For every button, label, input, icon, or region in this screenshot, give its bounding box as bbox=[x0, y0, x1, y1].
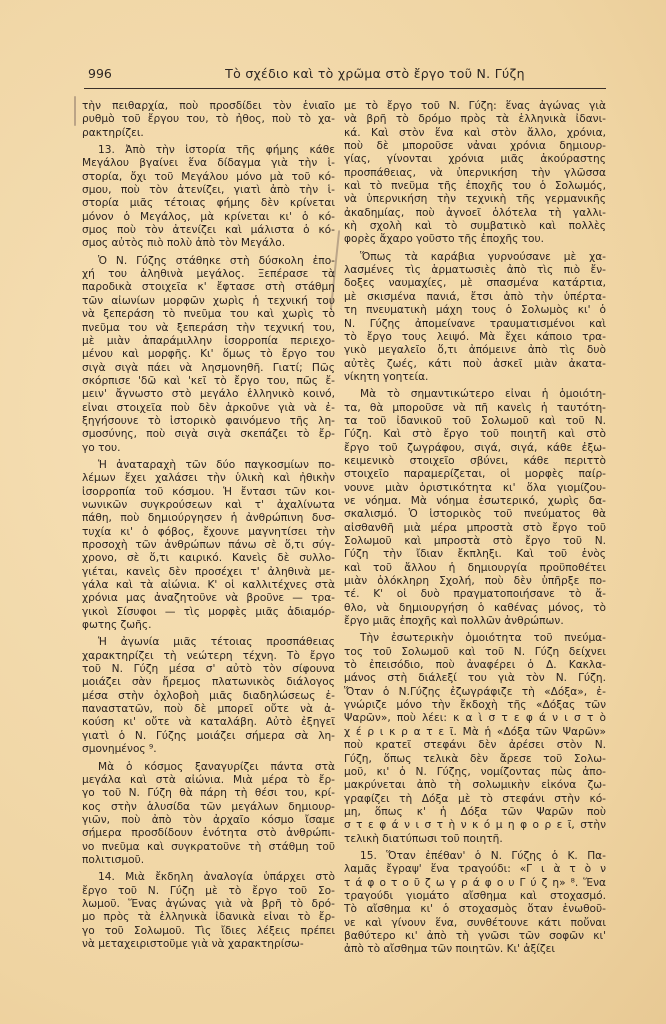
text-line: νωνικῶν συγκρούσεων καὶ τ' ἀχαλίνωτα bbox=[82, 498, 335, 511]
text-line: τοῦ Ν. Γύζη μέσα σ' αὐτὸ τὸν σίφουνα bbox=[82, 663, 335, 676]
text-line: Γύζη. Καὶ στὸ ἔργο τοῦ ποιητῆ καὶ στὸ bbox=[344, 428, 606, 441]
text-line: γάλα καὶ τὰ αἰώνια. Κ' οἱ καλλιτέχνες στὰ bbox=[82, 579, 335, 592]
paragraph bbox=[344, 850, 606, 957]
text-line: νε καὶ γίνουν ἕνα, συνθέτουνε κάτι ποὔναι bbox=[344, 916, 606, 929]
text-line: Γύζη τὴν ἴδιαν ἔκπληξι. Καὶ τοῦ ἑνὸς bbox=[344, 548, 606, 561]
text-line: νὰ βρῆ τὸ δρόμο πρὸς τὰ ἑλληνικὰ ἰδανι- bbox=[344, 113, 606, 126]
text-line: Ἡ ἀναταραχὴ τῶν δύο παγκοσμίων πο- bbox=[98, 458, 335, 471]
text-line: με τὸ ἔργο τοῦ Ν. Γύζη: ἕνας ἀγώνας γιὰ bbox=[344, 100, 606, 112]
text-line: σκαλισμό. Ὁ ἱστορικὸς τοῦ πνεύματος θὰ bbox=[344, 508, 606, 521]
text-line: γο τοῦ Ν. Γύζη θὰ πάρη τὴ θέσι του, κρί- bbox=[82, 787, 335, 800]
text-line: φορὲς ἄχαρο γοῦστο τῆς ἐποχῆς του. bbox=[344, 233, 545, 246]
text-line: ἔργο τοῦ ζωγράφου, σιγά, σιγά, κάθε ἐξω- bbox=[344, 441, 606, 454]
text-line: 14. Μιὰ ἔκδηλη ἀναλογία ὑπάρχει στὸ bbox=[98, 871, 335, 884]
text-line: ἔργο τοῦ Ν. Γύζη μὲ τὸ ἔργο τοῦ Σο- bbox=[82, 884, 335, 897]
text-line: θλο, νὰ δημιουργήση ὁ καθένας μόνος, τὸ bbox=[344, 601, 606, 614]
text-line: κὴ σχολὴ καὶ τὸ συμβατικὸ καὶ πολλὲς bbox=[344, 220, 606, 233]
text-line: ρυθμὸ τοῦ ἔργου του, τὸ ἦθος, ποὺ τὸ χα- bbox=[82, 113, 335, 126]
text-line: νίκητη γοητεία. bbox=[344, 370, 429, 383]
paragraph bbox=[82, 761, 335, 868]
text-line: δοξες ναυμαχίες, μὲ σπασμένα κατάρτια, bbox=[344, 277, 606, 290]
text-line: γιατὶ ὁ Ν. Γύζης μοιάζει σήμερα σὰ λη- bbox=[82, 729, 335, 742]
text-line: τα, θὰ μποροῦσε νὰ πῆ κανεὶς ἡ ταυτότη- bbox=[344, 401, 606, 414]
text-line: χρονο, σὲ ὅ,τι καιρικό. Κανεὶς δὲ συλλο- bbox=[82, 552, 335, 565]
text-line: Ν. Γύζης ἀπομείνανε τραυματισμένοι καὶ bbox=[344, 317, 606, 330]
text-line: νὰ ξεπεράση τὸ πνεῦμα του καὶ χωρὶς τὸ bbox=[82, 308, 335, 321]
text-line: γικοὶ Σίσυφοι — τὶς μορφὲς μιᾶς ἀδιαμόρ- bbox=[82, 605, 335, 618]
text-line: ἔργο μιᾶς ἐποχῆς καὶ πολλῶν ἀνθρώπων. bbox=[344, 615, 564, 628]
text-line: λασμένες τὶς ἁρματωσιὲς ἀπὸ τὶς πιὸ ἔν- bbox=[344, 264, 606, 277]
text-line: καὶ τὸ πνεῦμα τῆς ἐποχῆς του ὁ Σολωμός, bbox=[344, 180, 606, 193]
text-line: πάθη, ποὺ δημιούργησεν ἡ ἀνθρώπινη δυσ- bbox=[82, 512, 335, 525]
pencil-margin-mark bbox=[74, 96, 76, 126]
text-line: τελικὴ διατύπωσι τοῦ ποιητῆ. bbox=[344, 832, 503, 845]
text-line: μοῦ, κι' ὁ Ν. Γύζης, νομίζοντας πὼς ἀπο- bbox=[344, 765, 606, 778]
text-line: γο του. bbox=[82, 441, 121, 454]
text-line: πολιτισμοῦ. bbox=[82, 853, 145, 866]
text-line: σήμερα προσδίδουν ἑνότητα στὸ ἀνθρώπι- bbox=[82, 827, 335, 840]
text-line: νουνε μιὰν ὁριστικότητα κι' ὅλα γιομίζου- bbox=[344, 481, 606, 494]
left-text-column bbox=[82, 100, 335, 955]
text-line: κούση κι' οὔτε νὰ καταλάβη. Αὐτὸ ἐξηγεῖ bbox=[82, 716, 335, 729]
text-line: τῶν αἰωνίων μορφῶν χωρὶς ἡ τεχνική του bbox=[82, 294, 335, 307]
text-line: παροδικὰ στοιχεῖα κ' ἔφτασε στὴ στάθμη bbox=[82, 281, 335, 294]
text-line: τραγούδι γιομάτο αἴσθημα καὶ στοχασμό. bbox=[344, 889, 606, 902]
text-line: σμος αὐτὸς πιὸ πολὺ ἀπὸ τὸν Μεγάλο. bbox=[82, 237, 286, 250]
text-line: σμονημένος ⁹. bbox=[82, 743, 157, 756]
text-line: Ἡ ἀγωνία μιᾶς τέτοιας προσπάθειας bbox=[98, 636, 335, 649]
text-line: Ὅταν ὁ Ν.Γύζης ἐζωγράφιζε τὴ «Δόξα», ἐ- bbox=[344, 685, 606, 698]
text-line: σμος ποὺ τὸν ἀτενίζει καὶ μάλιστα ὁ κό- bbox=[82, 224, 335, 237]
paragraph bbox=[82, 871, 335, 951]
text-line: στοιχεῖο παραμερίζεται, οἱ μορφὲς παίρ- bbox=[344, 468, 606, 481]
paragraph bbox=[82, 636, 335, 756]
text-line: λωμοῦ. Ἕνας ἀγώνας γιὰ νὰ βρῆ τὸ δρό- bbox=[82, 897, 335, 910]
running-title: Τὸ σχέδιο καὶ τὸ χρῶμα στὸ ἔργο τοῦ Ν. Γύζη bbox=[225, 66, 525, 81]
text-line: Σολωμοῦ καὶ μπροστὰ στὸ ἔργο τοῦ Ν. bbox=[344, 535, 606, 547]
text-line: καὶ τοῦ ἄλλου ἡ δημιουργία προϋποθέτει bbox=[344, 561, 606, 574]
text-line: ἰσορροπία τοῦ κόσμου. Ἡ ἔντασι τῶν κοι- bbox=[82, 485, 335, 498]
paragraph bbox=[344, 251, 606, 384]
text-line: νε νόημα. Μὰ νόημα ἐσωτερικό, χωρὶς δα- bbox=[344, 494, 606, 507]
text-line: λέμων ἔχει χαλάσει τὴν ὑλικὴ καὶ ἠθικὴν bbox=[82, 472, 335, 485]
text-line: Τὴν ἐσωτερικὴν ὁμοιότητα τοῦ πνεύμα- bbox=[360, 632, 606, 645]
text-line: τὸ ἔργο τους λειψό. Μὰ ἔχει κάποιο τρα- bbox=[344, 330, 606, 343]
text-line: ποὺ δὲ μποροῦσε νἆναι χρόνια δημιουρ- bbox=[344, 140, 606, 153]
text-line: εἶναι στοιχεῖα ποὺ δὲν ἀρκοῦνε γιὰ νὰ ἐ- bbox=[82, 401, 335, 414]
paragraph bbox=[82, 144, 335, 251]
text-line: μοιάζει σὰν ἤρεμος πλατωνικὸς διάλογος bbox=[82, 676, 335, 689]
right-text-column bbox=[344, 100, 606, 961]
text-line: ἀκαδημίας, ποὺ ἀγνοεῖ ὁλότελα τὴ γαλλι- bbox=[344, 206, 606, 219]
text-line: τη πνευματικὴ μάχη τους ὁ Σολωμὸς κι' ὁ bbox=[344, 304, 606, 317]
text-line: τ ά φ ο τ ο ῦ ζ ω γ ρ ά φ ο υ Γ ύ ζ η» ⁸. Ἕνα bbox=[344, 876, 606, 889]
text-line: μο πρὸς τὰ ἑλληνικὰ ἰδανικὰ εἶναι τὸ ἔρ- bbox=[82, 911, 335, 924]
text-line: παναστατῶν, ποὺ δὲ μπορεῖ οὔτε νὰ ἀ- bbox=[82, 703, 335, 716]
text-line: 13. Ἀπὸ τὴν ἱστορία τῆς φήμης κάθε bbox=[98, 144, 335, 157]
text-line: μακρύνεται ἀπὸ τὴ σολωμικὴν εἰκόνα ζω- bbox=[344, 779, 606, 792]
text-line: μειν' ἄγνωστο στὸ μεγάλο ἑλληνικὸ κοινό, bbox=[82, 388, 335, 401]
text-line: γραφίζει τὴ Δόξα μὲ τὸ στεφάνι στὴν κό- bbox=[344, 792, 606, 805]
text-line: σμοσύνης, ποὺ σιγὰ σιγὰ σκεπάζει τὸ ἔρ- bbox=[82, 428, 335, 441]
text-line: σμου, ποὺ τὸν ἀτενίζει, γιατὶ ἀπὸ τὴν ἱ- bbox=[82, 184, 335, 197]
text-line: μάνος στὴ διάλεξί του γιὰ τὸν Ν. Γύζη. bbox=[344, 672, 606, 685]
text-line: Μὰ ὁ κόσμος ξαναγυρίζει πάντα στὰ bbox=[98, 760, 335, 773]
text-line: ἀπὸ τὸ αἴσθημα τῶν ποιητῶν. Κι' ἀξίζει bbox=[344, 943, 555, 956]
text-line: ποὺ κρατεῖ στεφάνι δὲν ἀρέσει στὸν Ν. bbox=[344, 739, 606, 752]
text-line: χρόνια μας ἀναζητοῦνε νὰ βροῦνε — τρα- bbox=[82, 592, 335, 605]
text-line: μένου καὶ μορφῆς. Κι' ὅμως τὸ ἔργο του bbox=[82, 348, 335, 361]
text-line: νὰ ὑπερνικήση τὴν τεχνικὴ τῆς γερμανικῆς bbox=[344, 193, 606, 206]
page-header bbox=[84, 66, 606, 86]
text-line: χή του ἀληθινὰ μεγάλος. Ξεπέρασε τὰ bbox=[82, 268, 335, 281]
text-line: γιῶν, ποὺ ἀπὸ τὸν ἀρχαῖο κόσμο ἴσαμε bbox=[82, 813, 335, 826]
text-line: κά. Καὶ στὸν ἕνα καὶ στὸν ἄλλο, χρόνια, bbox=[344, 126, 606, 139]
text-line: φωτης ζωῆς. bbox=[82, 619, 152, 632]
text-line: βαθύτερο κι' ἀπὸ τὴ γνῶσι τῶν σοφῶν κι' bbox=[344, 929, 606, 942]
text-line: Ψαρῶν», ποὺ λέει: κ α ὶ σ τ ε φ ά ν ι σ τ ὸ bbox=[344, 712, 606, 725]
text-line: τέ. Κ' οἱ δυὸ πραγματοποιήσανε τὸ ἄ- bbox=[344, 588, 606, 601]
text-line: μη, ὅπως κ' ἡ Δόξα τῶν Ψαρῶν ποὺ bbox=[344, 805, 606, 818]
text-line: ρακτηρίζει. bbox=[82, 126, 144, 139]
paragraph bbox=[82, 100, 335, 140]
text-line: 15. Ὅταν ἐπέθαν' ὁ Ν. Γύζης ὁ Κ. Πα- bbox=[360, 849, 606, 862]
text-line: προσπάθειας, νὰ ὑπερνικήση τὴν γλῶσσα bbox=[344, 166, 606, 179]
text-line: τὴν πειθαρχία, ποὺ προσδίδει τὸν ἑνιαῖο bbox=[82, 100, 335, 112]
text-line: στορία μιᾶς τέτοιας φήμης δὲν κρίνεται bbox=[82, 197, 335, 210]
text-line: Γύζη, ὅπως τελικὰ δὲν ἄρεσε τοῦ Σολω- bbox=[344, 752, 606, 765]
text-line: σκόρπισε 'δῶ καὶ 'κεῖ τὸ ἔργο του, πῶς ἔ- bbox=[82, 374, 335, 387]
header-rule bbox=[84, 88, 606, 89]
text-line: πνεῦμα του νὰ ξεπεράση τὴν τεχνική του, bbox=[82, 321, 335, 334]
text-line: μόνον ὁ Μεγάλος, μὰ κρίνεται κι' ὁ κό- bbox=[82, 210, 335, 223]
text-line: μὲ σκισμένα πανιά, ἔτσι ἀπὸ τὴν ὑπέρτα- bbox=[344, 290, 606, 303]
text-line: γίας, γίνονται χρόνια μιᾶς ἀκούραστης bbox=[344, 153, 606, 166]
text-line: αὐτὲς ζωές, κάτι ποὺ ἀσκεῖ μιὰν ἀκατα- bbox=[344, 357, 606, 370]
text-line: Τὸ αἴσθημα κι' ὁ στοχασμὸς ὅταν ἑνωθοῦ- bbox=[344, 903, 606, 916]
text-line: τα τοῦ ἰδανικοῦ τοῦ Σολωμοῦ καὶ τοῦ Ν. bbox=[344, 414, 606, 427]
text-line: μεγάλα καὶ στὰ αἰώνια. Μιὰ μέρα τὸ ἔρ- bbox=[82, 773, 335, 786]
text-line: τυχία κι' ὁ φόβος, ἔχουνε μαγνητίσει τὴν bbox=[82, 525, 335, 538]
text-line: μιὰν ὁλόκληρη Σχολή, ποὺ δὲν ὑπῆρξε πο- bbox=[344, 575, 606, 588]
paragraph bbox=[344, 388, 606, 628]
text-line: νο πνεῦμα καὶ συγκρατοῦνε τὴ στάθμη τοῦ bbox=[82, 840, 335, 853]
text-line: γιέται, κανεὶς δὲν προσέχει τ' ἀληθινὰ με- bbox=[82, 565, 335, 578]
paragraph bbox=[344, 632, 606, 846]
text-line: ξηγήσουνε τὸ ἱστορικὸ φαινόμενο τῆς λη- bbox=[82, 414, 335, 427]
text-line: κος στὴν ἁλυσίδα τῶν μεγάλων δημιουρ- bbox=[82, 800, 335, 813]
text-line: χαρακτηρίζει τὴ νεώτερη τέχνη. Τὸ ἔργο bbox=[82, 649, 335, 662]
text-line: γικὸ μεγαλεῖο ὅ,τι ἀπόμεινε ἀπὸ τὶς δυὸ bbox=[344, 344, 606, 357]
text-line: τὸ ἐπεισόδιο, ποὺ ἀναφέρει ὁ Δ. Κακλα- bbox=[344, 659, 606, 672]
text-line: Μὰ τὸ σημαντικώτερο εἶναι ἡ ὁμοιότη- bbox=[360, 388, 606, 401]
page-number: 996 bbox=[88, 66, 112, 81]
text-line: αἰσθανθῆ μιὰ μέρα μπροστὰ στὸ ἔργο τοῦ bbox=[344, 521, 606, 534]
text-line: σιγὰ σιγὰ πάει νὰ λησμονηθῆ. Γιατί; Πῶς bbox=[82, 361, 335, 374]
text-line: νὰ μεταχειριστοῦμε γιὰ νὰ χαρακτηρίσω- bbox=[82, 937, 304, 950]
text-line: μὲ μιὰν ἀπαράμιλλην ἰσορροπία περιεχο- bbox=[82, 334, 335, 347]
paragraph bbox=[82, 459, 335, 632]
text-line: στορία, ὄχι τοῦ Μεγάλου μόνο μὰ τοῦ κό- bbox=[82, 170, 335, 183]
text-line: μέσα στὴν ὀχλοβοὴ μιᾶς διαδηλώσεως ἐ- bbox=[82, 689, 335, 702]
text-line: Ὅπως τὰ καράβια γυρνούσανε μὲ χα- bbox=[360, 250, 606, 263]
paragraph bbox=[82, 255, 335, 455]
text-line: γο τοῦ Σολωμοῦ. Τὶς ἴδιες λέξεις πρέπει bbox=[82, 924, 335, 937]
paragraph bbox=[344, 100, 606, 247]
text-line: σ τ ε φ ά ν ι σ τ ὴ ν κ ό μ η φ ο ρ ε ῖ, στὴν bbox=[344, 819, 606, 832]
text-line: Μεγάλου βγαίνει ἕνα δίδαγμα γιὰ τὴν ἱ- bbox=[82, 157, 335, 170]
text-line: χ έ ρ ι κ ρ α τ ε ῖ. Μὰ ἡ «Δόξα τῶν Ψαρῶν» bbox=[344, 725, 606, 738]
text-line: τος τοῦ Σολωμοῦ καὶ τοῦ Ν. Γύζη δείχνει bbox=[344, 645, 606, 658]
text-line: λαμᾶς ἔγραψ' ἕνα τραγούδι: «Γ ι ὰ τ ὸ ν bbox=[344, 863, 606, 876]
text-line: γνώριζε μόνο τὴν ἔκδοχὴ τῆς «Δόξας τῶν bbox=[344, 699, 606, 712]
text-line: κειμενικὸ στοιχεῖο σβύνει, κάθε περιττὸ bbox=[344, 454, 606, 467]
text-line: Ὁ Ν. Γύζης στάθηκε στὴ δύσκολη ἐπο- bbox=[98, 254, 335, 267]
text-line: προσοχὴ τῶν ἀνθρώπων πάνω σὲ ὅ,τι σύγ- bbox=[82, 539, 335, 551]
